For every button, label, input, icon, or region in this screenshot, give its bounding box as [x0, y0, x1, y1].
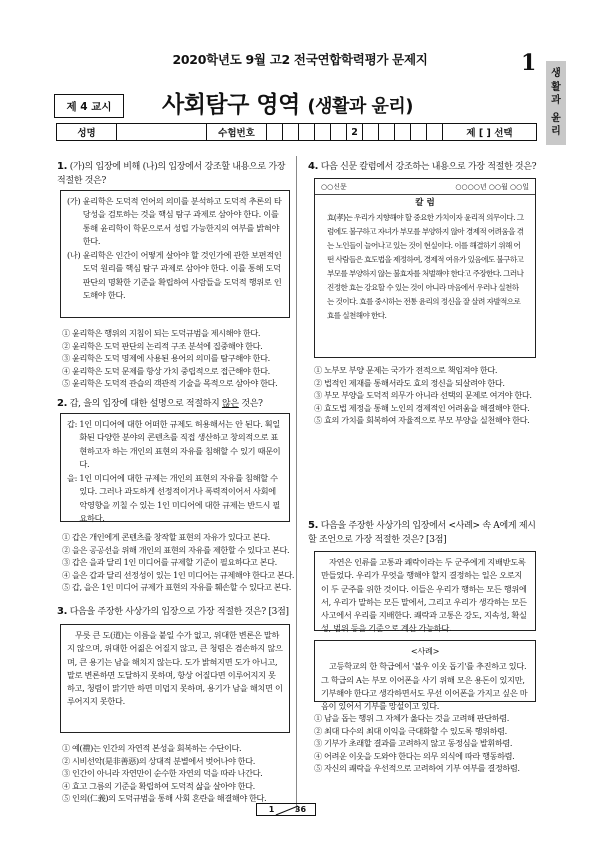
answer-option[interactable]: ② 을은 공공선을 위해 개인의 표현의 자유를 제한할 수 있다고 본다.: [62, 544, 290, 555]
name-field[interactable]: [117, 124, 207, 140]
answer-option[interactable]: ① 예(禮)는 인간의 자연적 본성을 회복하는 수단이다.: [62, 743, 242, 753]
column-divider: [296, 156, 297, 811]
question-2-stem: [57, 397, 289, 411]
answer-option[interactable]: ③ 윤리학은 도덕 명제에 사용된 용어의 의미를 탐구해야 한다.: [62, 353, 270, 364]
question-number: 5.: [308, 520, 319, 531]
answer-option[interactable]: ⑤ 윤리학은 도덕적 관습의 객관적 기술을 목적으로 삼아야 한다.: [62, 378, 278, 389]
passage-text: 윤리학은 도덕적 언어의 의미를 분석하고 도덕적 추론의 타당성을 검토하는 것을 핵심 탐구 과제로 삼아야 한다. 이를 통해 윤리학이 학문으로서 성립 가능한지의 여부를 밝혀야 한다.: [82, 196, 282, 246]
newspaper-date: ○○○○년 ○○월 ○○일: [455, 183, 529, 191]
question-3-passage: 무릇 큰 도(道)는 이름을 붙일 수가 없고, 위대한 변론은 말하지 않으며, 위대한 어짊은 어질지 않고, 큰 청렴은 겸손하지 않으며, 큰 용기는 남을 해치지 않는다. 도가 밝혀지면 도가 아니고, 말로 변론하면 도달하지 못하며, 항상 어질다면 이루어지지 못하고, 청렴이 맑기만 하면 미덥지 못하며, 용기가 남을 해치면 이루어지지 못한다.: [60, 624, 290, 733]
passage-item: [67, 418, 283, 471]
question-text: 다음을 주장한 사상가의 입장에서 <사례> 속 A에게 제시할 조언으로 가장 적절한 것은? [3점]: [308, 521, 536, 545]
answer-option[interactable]: ② 윤리학은 도덕 판단의 논리적 구조 분석에 집중해야 한다.: [62, 340, 263, 351]
total-pages: 36: [294, 805, 307, 814]
newspaper-masthead: [315, 179, 535, 195]
id-box[interactable]: [379, 124, 395, 140]
id-box[interactable]: [267, 124, 283, 140]
side-tab-char: 리: [551, 126, 561, 138]
question-1-options: [62, 327, 277, 390]
id-box: 2: [347, 124, 363, 140]
answer-option[interactable]: ④ 을은 갑과 달리 선정성이 있는 1인 미디어는 규제해야 한다고 본다.: [62, 569, 295, 580]
question-number: 4.: [308, 161, 319, 172]
question-5-stem: [308, 519, 540, 547]
side-tab-char: 생: [551, 68, 561, 80]
question-number: 3.: [57, 606, 68, 617]
newspaper-column: [314, 178, 536, 358]
question-text-underlined: 않은: [221, 399, 239, 409]
answer-option[interactable]: ④ 효도법 제정을 통해 노인의 경제적인 어려움을 해결해야 한다.: [314, 402, 530, 413]
exam-title-sub: (생활과 윤리): [307, 96, 414, 117]
page-indicator: [256, 803, 316, 816]
answer-option[interactable]: ① 남을 돕는 행위 그 자체가 옳다는 것을 고려해 판단하렴.: [314, 713, 510, 723]
column-body: 효(孝)는 우리가 지향해야 할 중요한 가치이자 윤리적 의무이다. 그럼에도 불구하고 자녀가 부모를 부양하지 않아 경제적 어려움을 겪는 노인들이 늘어나고 있는 것이 현실이다. 이를 해결하기 위해 어떤 사람들은 효도법을 제정하여, 경제적 여유가 있음에도 불구하고 부모를 부양하지 않는 불효자를 처벌해야 한다고 주장한다. 그러나 진정한 효는 강요할 수 있는 것이 아니라 마음에서 우러나 실천하는 것이다. 효를 중시하는 전통 윤리의 정신을 잘 살려 자발적으로 효를 실천해야 한다.: [327, 213, 524, 320]
side-tab-char: 윤: [551, 112, 561, 124]
selection-label: 제 [ ] 선택: [466, 128, 513, 139]
case-text: 고등학교의 한 학급에서 '불우 이웃 돕기'를 추진하고 있다. 그 학급의 A는 부모 이어폰을 사기 위해 모은 용돈이 있지만, 기부해야 한다고 생각하면서도 무선 이어폰을 가지고 싶은 마음이 있어서 기부를 망설이고 있다.: [321, 661, 528, 712]
question-2-passage: [60, 413, 290, 522]
name-label: 성명: [57, 124, 117, 140]
answer-option[interactable]: ② 최대 다수의 최대 이익을 극대화할 수 있도록 행위하렴.: [314, 725, 507, 736]
answer-option[interactable]: ① 갑은 개인에게 콘텐츠를 창작할 표현의 자유가 있다고 본다.: [62, 532, 270, 542]
exam-title-main: 사회탐구 영역: [162, 92, 300, 118]
question-1-stem: [57, 160, 289, 188]
question-text: (가)의 입장에 비해 (나)의 입장에서 강조할 내용으로 가장 적절한 것은?: [57, 162, 286, 186]
answer-option[interactable]: ⑤ 자신의 쾌락을 우선적으로 고려하여 기부 여부를 결정하렴.: [314, 763, 520, 774]
answer-option[interactable]: ③ 부모 부양을 도덕적 의무가 아니라 선택의 문제로 여겨야 한다.: [314, 390, 532, 401]
answer-option[interactable]: ④ 효고 그름의 기준을 확립하여 도덕적 삶을 살아야 한다.: [62, 780, 255, 791]
passage-label: (나): [67, 250, 83, 261]
question-2-options: [62, 531, 294, 594]
answer-option[interactable]: ① 노부모 부양 문제는 국가가 전적으로 책임져야 한다.: [314, 365, 498, 375]
side-tab-char: 활: [551, 81, 561, 93]
passage-label: 갑:: [67, 419, 80, 429]
answer-option[interactable]: ③ 인간이 아니라 자연만이 순수한 자연의 덕을 따라 나간다.: [62, 768, 263, 779]
period-badge: 제 4 교시: [54, 94, 124, 118]
passage-item: [67, 249, 283, 302]
id-label: 수험번호: [207, 124, 267, 140]
passage-item: [67, 195, 283, 248]
answer-option[interactable]: ③ 갑은 을과 달리 1인 미디어를 규제할 기준이 필요하다고 본다.: [62, 557, 277, 568]
question-5-case-box: [314, 640, 536, 712]
answer-option[interactable]: ⑤ 효의 가치를 회복하여 자율적으로 부모 부양을 실천해야 한다.: [314, 415, 530, 426]
question-text: 갑, 을의 입장에 대한 설명으로 적절하지: [69, 399, 222, 409]
newspaper-name: ○○신문: [321, 183, 347, 191]
passage-item: [67, 472, 283, 525]
id-box[interactable]: [331, 124, 347, 140]
passage-text: 1인 미디어에 대한 어떠한 규제도 허용해서는 안 된다. 획일화된 다양한 분야의 콘텐츠를 직접 생산하고 창의적으로 표현하고자 하는 개인의 표현의 자유를 침해할 수 있기 때문이다.: [79, 419, 281, 469]
id-box[interactable]: [363, 124, 379, 140]
question-5-options: [314, 712, 520, 775]
answer-option[interactable]: ⑤ 인의(仁義)의 도덕규범을 통해 사회 혼란을 해결해야 한다.: [62, 793, 267, 804]
answer-option[interactable]: ② 시비선악(是非善惡)의 상대적 분별에서 벗어나야 한다.: [62, 755, 255, 766]
exam-title: [162, 86, 413, 119]
id-box[interactable]: [315, 124, 331, 140]
question-4-stem: [308, 160, 540, 174]
id-box[interactable]: [299, 124, 315, 140]
question-text: 것은?: [238, 399, 263, 409]
column-title: 칼 럼: [415, 198, 435, 208]
question-4-options: [314, 364, 532, 427]
case-title: <사례>: [410, 646, 440, 656]
passage-text: 윤리학은 인간이 어떻게 살아야 할 것인가에 관한 보편적인 도덕 원리를 핵심 탐구 과제로 삼아야 한다. 이를 통해 도덕 판단의 명확한 기준을 확립하여 사람들을 도덕적 행위로 인도해야 한다.: [82, 250, 282, 301]
question-1-passage: [60, 190, 290, 318]
question-5-passage: 자연은 인류를 고통과 쾌락이라는 두 군주에게 지배받도록 만들었다. 우리가 무엇을 행해야 할지 결정하는 일은 오로지 이 두 군주를 위한 것이다. 이들은 우리가 행하는 모든 행위에서, 우리가 말하는 모든 말에서, 그리고 우리가 생각하는 모든 사고에서 우리를 지배한다. 쾌락과 고통은 강도, 지속성, 확실성, 범위 등을 기준으로 계산 가능하다.: [314, 551, 536, 631]
passage-label: 을:: [67, 473, 80, 484]
answer-option[interactable]: ③ 기부가 초래할 결과를 고려하지 않고 동정심을 발휘하렴.: [314, 738, 513, 749]
id-box[interactable]: [411, 124, 427, 140]
answer-option[interactable]: ② 법적인 제재를 통해서라도 효의 정신을 되살려야 한다.: [314, 377, 505, 388]
id-box[interactable]: [395, 124, 411, 140]
question-text: 다음을 주장한 사상가의 입장으로 가장 적절한 것은? [3점]: [69, 607, 289, 617]
passage-text: 1인 미디어에 대한 규제는 개인의 표현의 자유를 침해할 수 있다. 그러나 과도하게 선정적이거나 폭력적이어서 사회에 악영향을 끼칠 수 있는 1인 미디어에 대한 규제는 반드시 필요하다.: [79, 473, 281, 524]
page-number: 1: [521, 50, 537, 76]
current-page: 1: [268, 805, 275, 814]
exam-header-title: 2020학년도 9월 고2 전국연합학력평가 문제지: [172, 52, 428, 67]
id-box[interactable]: [427, 124, 443, 140]
id-box[interactable]: [283, 124, 299, 140]
answer-option[interactable]: ⑤ 갑, 을은 1인 미디어 규제가 표현의 자유를 훼손할 수 있다고 본다.: [62, 582, 291, 593]
question-3-options: [62, 742, 266, 805]
answer-option[interactable]: ④ 어려운 이웃을 도와야 한다는 의무 의식에 따라 행동하렴.: [314, 750, 515, 761]
question-number: 2.: [57, 398, 68, 409]
answer-option[interactable]: ① 윤리학은 행위의 지침이 되는 도덕규범을 제시해야 한다.: [62, 328, 261, 338]
side-tab-char: 과: [551, 95, 561, 107]
candidate-info-bar: [56, 123, 537, 141]
answer-option[interactable]: ④ 윤리학은 도덕 문제를 항상 가치 중립적으로 접근해야 한다.: [62, 365, 270, 376]
subject-side-tab: [546, 61, 566, 145]
passage-label: (가): [67, 196, 83, 206]
question-text: 다음 신문 칼럼에서 강조하는 내용으로 가장 적절한 것은?: [320, 162, 537, 172]
question-number: 1.: [57, 161, 68, 172]
question-3-stem: [57, 605, 292, 619]
